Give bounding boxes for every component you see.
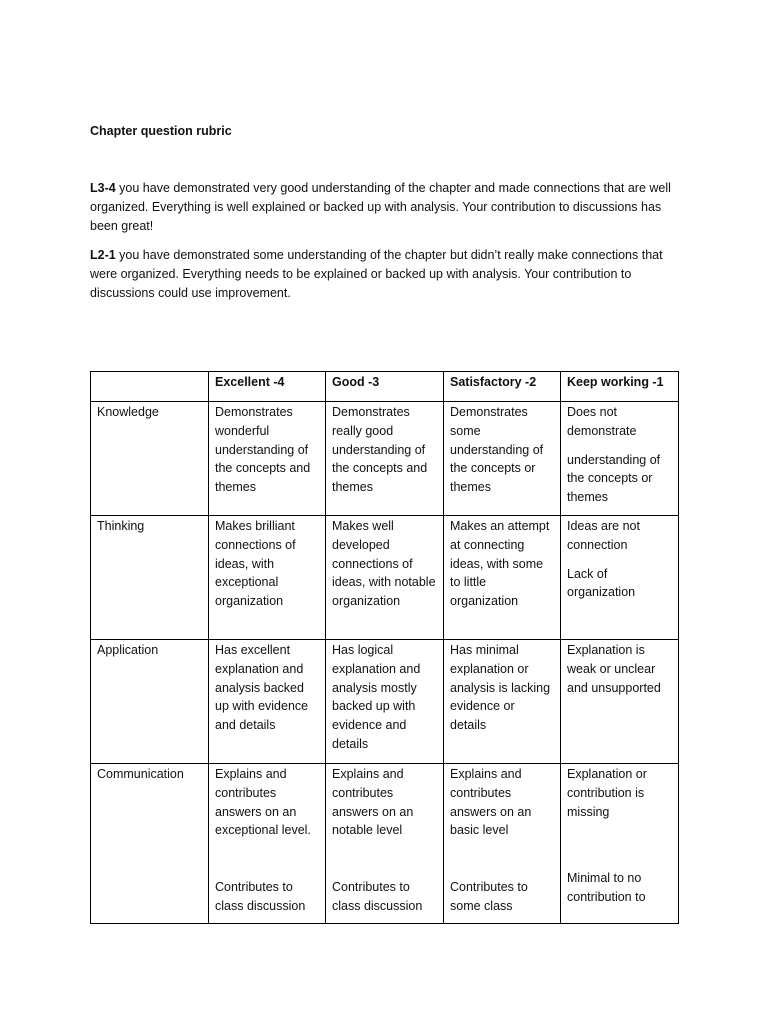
cell-text: Explanation or contribution is missing [567, 767, 647, 819]
rubric-cell [561, 402, 679, 516]
cell-text: Explains and contributes answers on an exceptional level. [215, 767, 311, 838]
rubric-cell: Makes brilliant connections of ideas, with exceptional organization [209, 516, 326, 640]
rubric-cell: Explanation is weak or unclear and unsupported [561, 640, 679, 764]
rubric-cell [561, 764, 679, 924]
header-cell-empty [91, 372, 209, 402]
rubric-cell: Makes an attempt at connecting ideas, with some to little organization [444, 516, 561, 640]
rubric-cell: Makes well developed connections of ideas, with notable organization [326, 516, 444, 640]
row-category: Application [91, 640, 209, 764]
header-cell-satisfactory: Satisfactory -2 [444, 372, 561, 402]
row-category: Thinking [91, 516, 209, 640]
cell-text: Contributes to some class [450, 880, 528, 913]
rubric-cell [444, 764, 561, 924]
rubric-cell: Has minimal explanation or analysis is lacking evidence or details [444, 640, 561, 764]
rubric-table [90, 371, 679, 924]
level-text: you have demonstrated very good understanding of the chapter and made connections that are well organized. Everything is well explained or backed up with analysis. Your contribution to discussions has been great! [90, 181, 671, 233]
document-title: Chapter question rubric [90, 124, 232, 138]
cell-text: Explains and contributes answers on an basic level [450, 767, 532, 838]
header-cell-excellent: Excellent -4 [209, 372, 326, 402]
rubric-cell [561, 516, 679, 640]
table-row-knowledge [91, 402, 679, 516]
rubric-cell: Demonstrates really good understanding of the concepts and themes [326, 402, 444, 516]
rubric-header-row [91, 372, 679, 402]
row-category: Knowledge [91, 402, 209, 516]
rubric-cell [326, 764, 444, 924]
cell-text: Contributes to class discussion [332, 880, 423, 913]
header-cell-good: Good -3 [326, 372, 444, 402]
rubric-cell: Demonstrates some understanding of the concepts or themes [444, 402, 561, 516]
cell-text: Ideas are not connection [567, 519, 640, 552]
table-row-communication [91, 764, 679, 924]
rubric-cell: Demonstrates wonderful understanding of the concepts and themes [209, 402, 326, 516]
rubric-cell: Has excellent explanation and analysis backed up with evidence and details [209, 640, 326, 764]
rubric-level-2-1-description [90, 246, 678, 303]
cell-text: Lack of organization [567, 566, 636, 600]
cell-text: Explains and contributes answers on an notable level [332, 767, 414, 838]
rubric-level-3-4-description [90, 179, 678, 236]
table-row-thinking [91, 516, 679, 640]
cell-text: Minimal to no contribution to [567, 871, 646, 905]
table-row-application [91, 640, 679, 764]
level-label: L3-4 [90, 181, 116, 195]
header-cell-keep-working: Keep working -1 [561, 372, 679, 402]
cell-text: Does not demonstrate [567, 405, 637, 438]
row-category: Communication [91, 764, 209, 924]
rubric-cell: Has logical explanation and analysis mostly backed up with evidence and details [326, 640, 444, 764]
rubric-cell [209, 764, 326, 924]
level-text: you have demonstrated some understanding of the chapter but didn’t really make connections that were organized. Everything needs to be explained or backed up with analysis. Your contribution to discussions could use improvement. [90, 248, 663, 300]
cell-text: Contributes to class discussion [215, 880, 306, 913]
cell-text: understanding of the concepts or themes [567, 452, 661, 505]
level-label: L2-1 [90, 248, 116, 262]
